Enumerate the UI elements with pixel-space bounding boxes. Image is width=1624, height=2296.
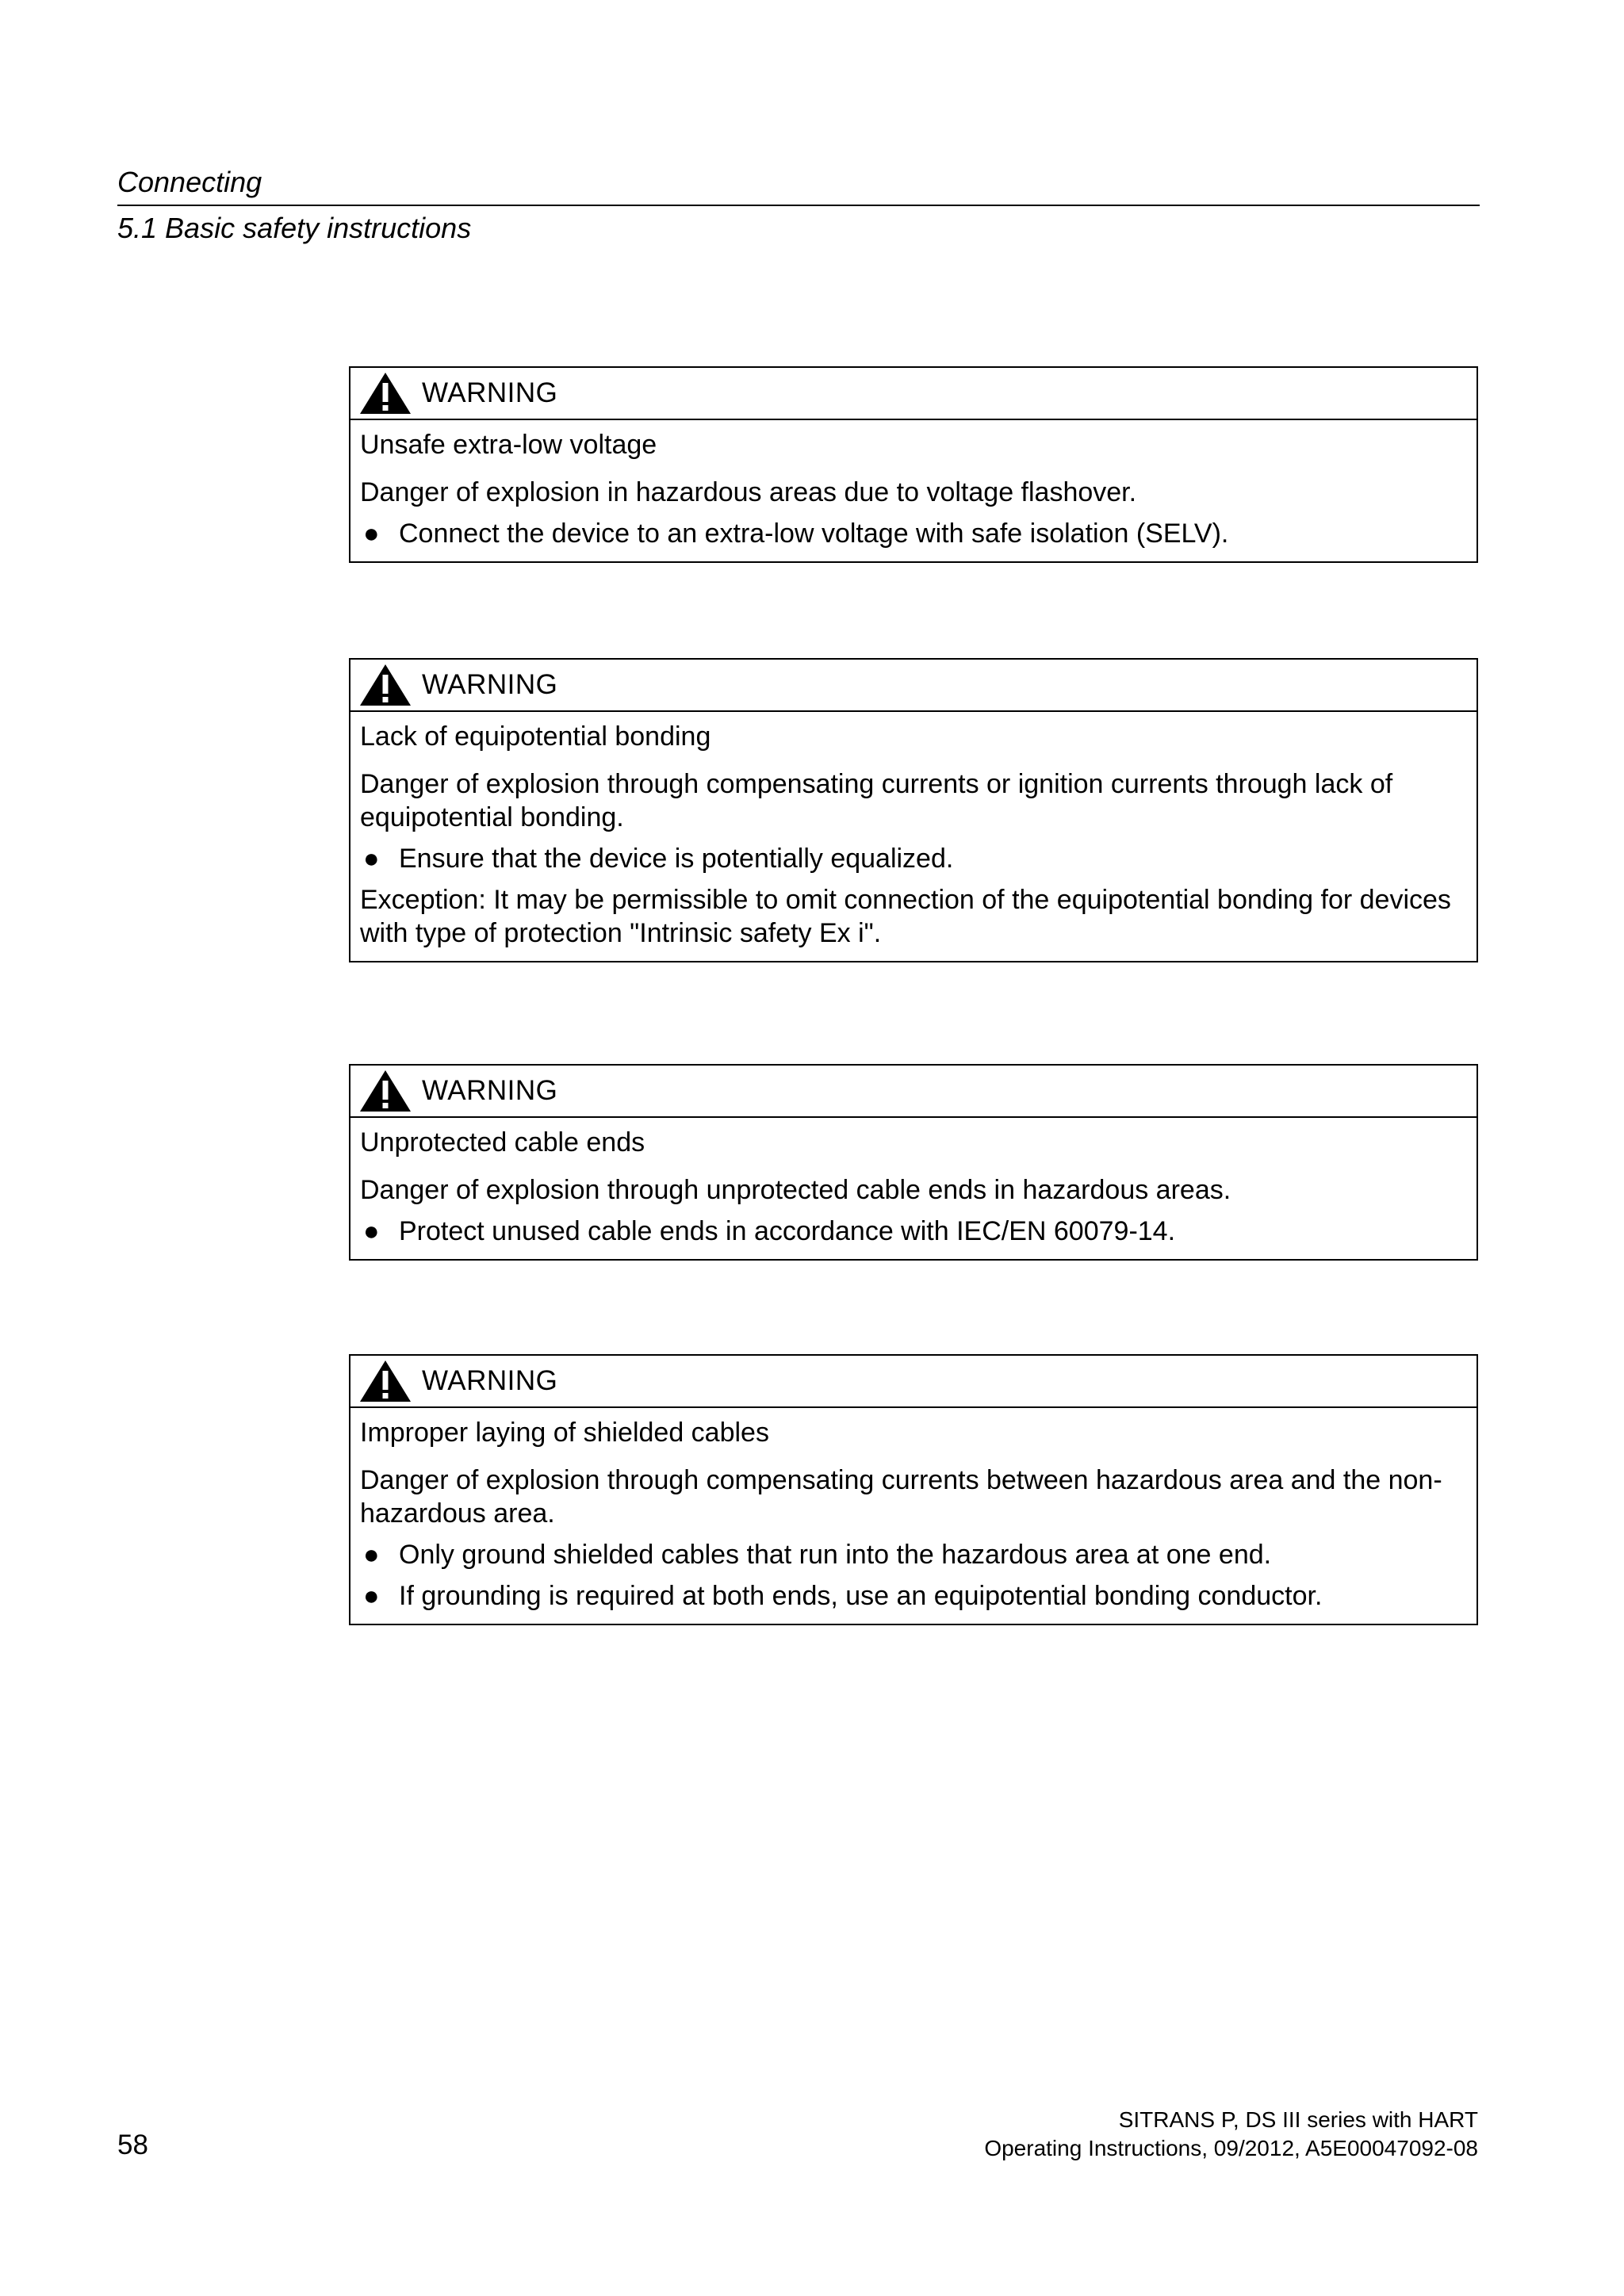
exception-text: : It may be permissible to omit connection of the equipotential bonding for devices with type of protection "Intrinsic safety Ex i".	[360, 885, 1451, 948]
warning-header	[350, 1356, 1477, 1408]
warning-text: Danger of explosion through compensating currents or ignition currents through lack of equipotential bonding.	[360, 769, 1393, 832]
warning-body	[350, 1408, 1477, 1624]
header-divider	[117, 205, 1480, 206]
bullet-dot: ●	[363, 519, 380, 549]
warning-triangle-icon	[358, 1069, 412, 1113]
list-item: ● Connect the device to an extra-low voltage with safe isolation (SELV).	[363, 519, 1229, 549]
footer-doc-info	[984, 2106, 1478, 2163]
warning-text: Danger of explosion through compensating currents between hazardous area and the non-hazardous area.	[360, 1465, 1442, 1529]
page-number: 58	[117, 2130, 148, 2160]
warning-box-shielded-cables	[349, 1354, 1478, 1625]
warning-body	[350, 420, 1477, 561]
warning-label: WARNING	[422, 669, 558, 700]
warning-title: Unsafe extra-low voltage	[360, 430, 657, 460]
warning-box-unprotected-cable-ends	[349, 1064, 1478, 1261]
warning-title: Lack of equipotential bonding	[360, 721, 711, 752]
warning-text: Danger of explosion in hazardous areas due to voltage flashover.	[360, 477, 1137, 507]
list-item: ● Only ground shielded cables that run into the hazardous area at one end.	[363, 1540, 1272, 1570]
bullet-dot: ●	[363, 1540, 380, 1570]
warning-exception	[360, 883, 1467, 950]
warning-action-list	[360, 842, 1467, 875]
warning-title: Unprotected cable ends	[360, 1127, 645, 1158]
bullet-dot: ●	[363, 844, 380, 874]
list-item: ● If grounding is required at both ends, use an equipotential bonding conductor.	[363, 1581, 1323, 1611]
list-item: ● Protect unused cable ends in accordance with IEC/EN 60079-14.	[363, 1216, 1176, 1246]
warning-label: WARNING	[422, 1365, 558, 1396]
footer-product: SITRANS P, DS III series with HART	[1118, 2107, 1478, 2132]
warning-triangle-icon	[358, 371, 412, 415]
warning-label: WARNING	[422, 377, 558, 408]
warning-label: WARNING	[422, 1075, 558, 1106]
warning-box-equipotential-bonding	[349, 658, 1478, 962]
warning-text: Danger of explosion through unprotected cable ends in hazardous areas.	[360, 1175, 1231, 1205]
warning-action-list	[360, 517, 1467, 550]
section-title: 5.1 Basic safety instructions	[117, 212, 472, 244]
warning-header	[350, 368, 1477, 420]
warning-body	[350, 712, 1477, 961]
warning-action-list	[360, 1215, 1467, 1248]
warning-title: Improper laying of shielded cables	[360, 1418, 769, 1448]
running-header	[117, 163, 1480, 247]
list-item: ● Ensure that the device is potentially equalized.	[363, 844, 954, 874]
bullet-dot: ●	[363, 1216, 380, 1246]
warning-header	[350, 660, 1477, 712]
warning-body	[350, 1118, 1477, 1259]
warning-action-list	[360, 1538, 1467, 1613]
warning-triangle-icon	[358, 663, 412, 707]
warning-header	[350, 1066, 1477, 1118]
warning-box-unsafe-voltage	[349, 366, 1478, 563]
exception-label: Exception	[360, 885, 479, 915]
bullet-dot: ●	[363, 1581, 380, 1611]
chapter-title: Connecting	[117, 166, 262, 198]
footer-doc-reference: Operating Instructions, 09/2012, A5E00047092-08	[984, 2136, 1478, 2160]
warning-triangle-icon	[358, 1359, 412, 1403]
